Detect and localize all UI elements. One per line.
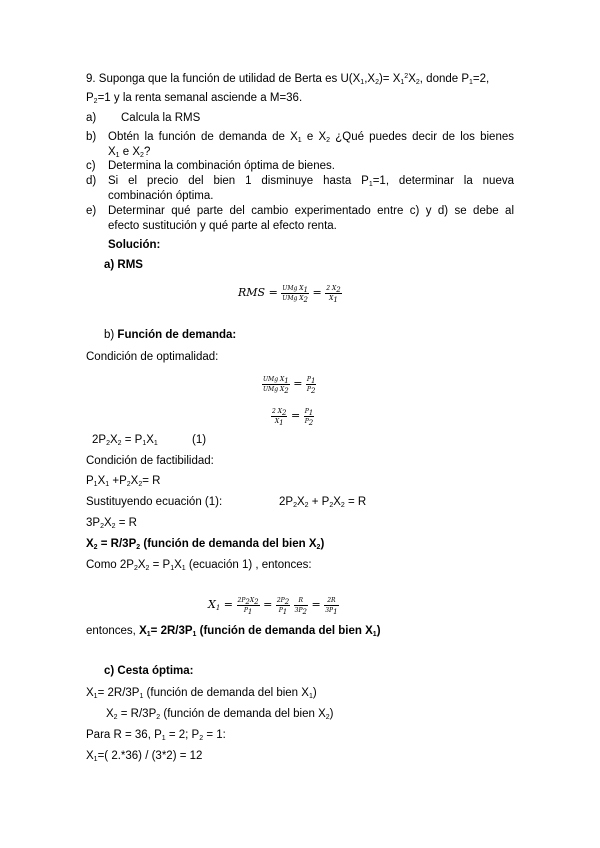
section-c-heading: c) Cesta óptima: — [104, 665, 194, 677]
item-b-label: b) — [86, 131, 97, 143]
cesta-x1: $X_1= 2R/3P_1$ (función de demanda del bien $X_1$) — [86, 687, 317, 700]
item-c-text: Determina la combinación óptima de bienes. — [108, 160, 335, 172]
substitution-label: Sustituyendo ecuación (1): — [86, 496, 223, 508]
section-a-heading: a) RMS — [104, 259, 143, 271]
optimality-label: Condición de optimalidad: — [86, 351, 219, 363]
item-a-label: a) — [86, 112, 97, 124]
optimality-eq1: UMg $X_1$ UMg $X_2$ = $\frac{P_1}{P_2}$ — [263, 375, 316, 395]
solution-title: Solución: — [108, 239, 161, 251]
section-b-heading: b) Función de demanda: — [104, 329, 237, 341]
item-b-text-line2: $X_1$ e $X_2$? — [108, 146, 151, 159]
feasibility-label: Condición de factibilidad: — [86, 455, 214, 467]
equation-1: $2P_2X_2 = P_1X_1$ — [92, 434, 158, 447]
item-c-label: c) — [86, 160, 96, 172]
item-d-text-line1: Si el precio del bien 1 disminuye hasta $P_1=1$, determinar la nueva — [108, 175, 514, 188]
substitution-eq: $2P_2X_2 + P_2X_2 = R$ — [279, 496, 367, 509]
item-e-label: e) — [86, 205, 97, 217]
demand-x2: $X_2 = R/3P_2$ (función de demanda del bien $X_2$) — [86, 538, 325, 551]
como-line: Como $2P_2X_2 = P_1X_1$ (ecuación 1) , entonces: — [86, 559, 312, 572]
item-d-label: d) — [86, 175, 97, 187]
item-e-text-line2: efecto sustitución y qué parte al efecto renta. — [108, 220, 337, 232]
x1-derivation: $X_1$ = $\frac{2P_2X_2}{P_1}$ = $\frac{2P_2}{P_1}$ $\frac{R}{3P_2}$ = $\frac{2R}{3P_1}$ — [208, 596, 338, 616]
item-d-text-line2: combinación óptima. — [108, 190, 214, 202]
cesta-x2: $X_2 = R/3P_2$ (función de demanda del bien $X_2$) — [106, 708, 334, 721]
problem-intro-line1: 9. Suponga que la función de utilidad de Berta es $U(X_1,X_2)= X_1^2X_2$, donde $P_1=2$, — [86, 73, 490, 86]
item-a-text: Calcula la RMS — [121, 112, 201, 124]
equation-1-label: (1) — [192, 434, 207, 446]
problem-intro-line2: $P_2=1$ y la renta semanal asciende a M=36. — [86, 92, 303, 105]
demand-x1: entonces, $X_1= 2R/3P_1$ (función de demanda del bien $X_1$) — [86, 625, 381, 638]
item-e-text-line1: Determinar qué parte del cambio experimentado entre c) y d) se debe al — [108, 205, 514, 217]
item-b-text-line1: Obtén la función de demanda de $X_1$ e $X_2$ ¿Qué puedes decir de los bienes — [108, 131, 514, 144]
three-p2-eq: $3P_2X_2 = R$ — [86, 517, 137, 530]
result-x1: $X_1=$( 2.*36) / (3*2) = 12 — [86, 750, 203, 763]
optimality-eq2: $\frac{2 X_2}{X_1}$ = $\frac{P_1}{P_2}$ — [272, 407, 314, 427]
budget-constraint: $P_1X_1 +P_2X_2= R$ — [86, 475, 161, 488]
parameters-line: Para R = 36, $P_1 = 2$; $P_2 = 1$: — [86, 729, 226, 742]
rms-formula: RMS = UMg $X_1$ UMg $X_2$ = $\frac{2 X_2}{X_1}$ — [238, 284, 341, 304]
